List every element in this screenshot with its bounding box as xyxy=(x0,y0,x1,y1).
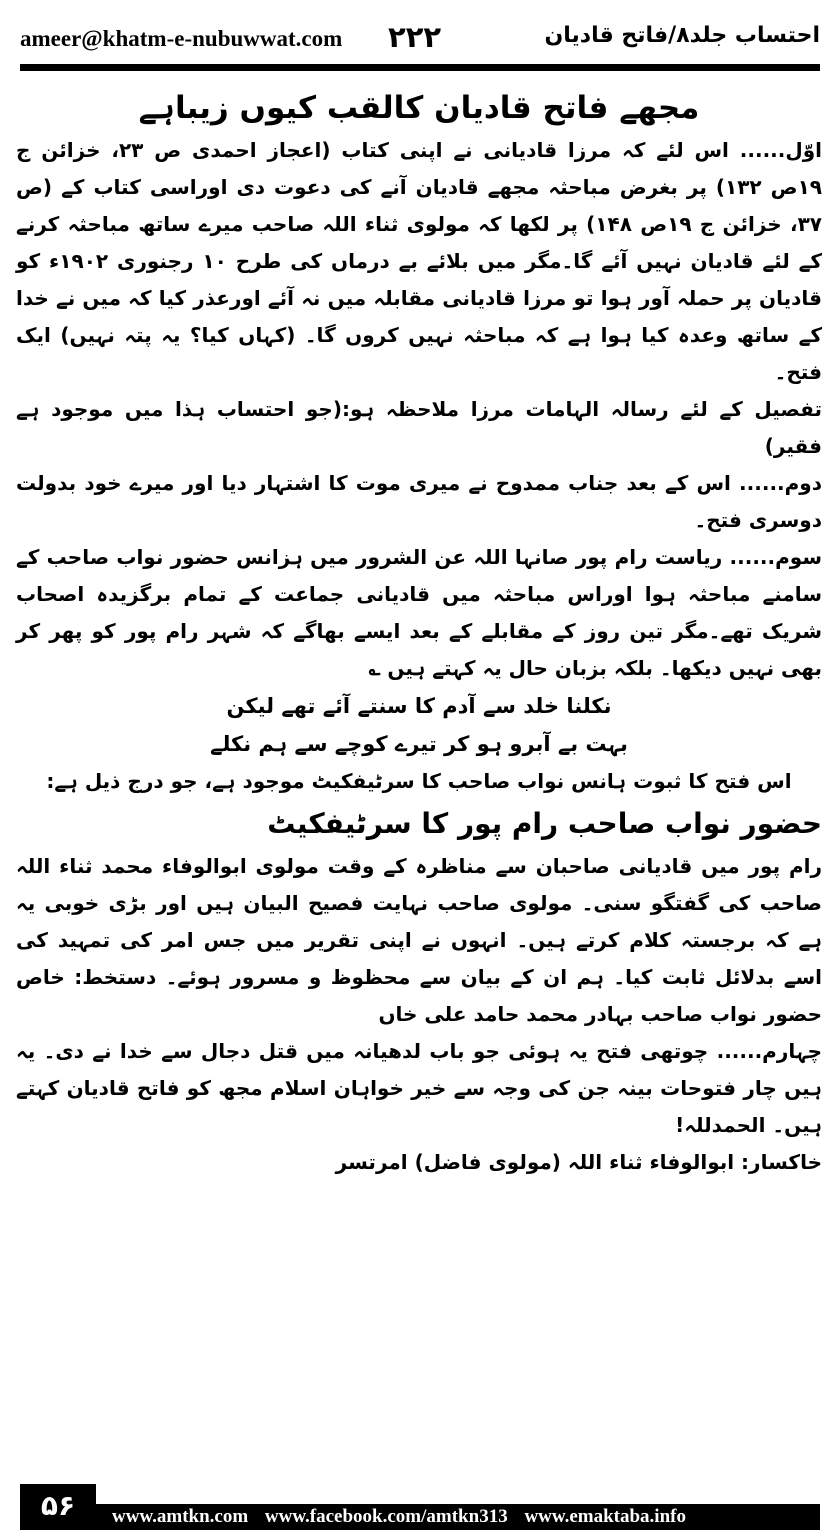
footer-link-amtkn[interactable]: www.amtkn.com xyxy=(112,1506,249,1527)
page-title: مجھے فاتح قادیان کالقب کیوں زیباہے xyxy=(138,90,700,126)
poem-line-2: بہت بے آبرو ہو کر تیرے کوچے سے ہم نکلے xyxy=(210,732,628,756)
certificate-text: رام پور میں قادیانی صاحبان سے مناظرہ کے وقت مولوی ابوالوفاء محمد ثناء اللہ صاحب کی گفتگو سنی۔ مولوی صاحب نہایت فصیح البیان ہیں اور بڑی خوبی یہ ہے کہ برجستہ کلام کرتے ہیں۔ انہوں نے اپنی تقریر میں جس امر کی تمہید کی اسے بدلائل ثابت کیا۔ ہم ان کے بیان سے محظوظ و مسرور ہوئے۔ دستخط: خاص حضور نواب صاحب بہادر محمد حامد علی خاں xyxy=(16,854,822,1026)
header-email: ameer@khatm-e-nubuwwat.com xyxy=(20,26,343,51)
footer-link-facebook[interactable]: www.facebook.com/amtkn313 xyxy=(264,1506,508,1527)
certificate-intro: اس فتح کا ثبوت ہانس نواب صاحب کا سرٹیفکیٹ موجود ہے، جو درج ذیل ہے: xyxy=(46,769,792,793)
page-content xyxy=(16,84,822,1454)
paragraph-fourth-victory: چہارم...... چوتھی فتح یہ ہوئی جو باب لدھیانہ میں قتل دجال سے خدا نے دی۔ یہ ہیں چار فتوحات بینہ جن کی وجہ سے خیر خواہان اسلام مجھ کو فاتح قادیان کہتے ہیں۔ الحمدللہ! xyxy=(16,1039,822,1137)
page-footer xyxy=(20,1484,820,1530)
header-series-title: احتساب جلد۸/فاتح قادیان xyxy=(544,23,820,48)
signature-line: خاکسار: ابوالوفاء ثناء اللہ (مولوی فاضل) امرتسر xyxy=(335,1150,822,1174)
header-page-number: ۲۲۲ xyxy=(388,20,442,54)
paragraph-first-victory: اوّل...... اس لئے کہ مرزا قادیانی نے اپنی کتاب (اعجاز احمدی ص ۲۳، خزائن ج ۱۹ص ۱۳۲) پر بغرض مباحثہ مجھے قادیان آنے کی دعوت دی اوراسی کتاب کے (ص ۳۷، خزائن ج ۱۹ص ۱۴۸) پر لکھا کہ مولوی ثناء اللہ صاحب میرے ساتھ مباحثہ کرنے کے لئے قادیان نہیں آئے گا۔مگر میں بلائے بے درماں کی طرح ۱۰ رجنوری ۱۹۰۲ء کو قادیان پر حملہ آور ہوا تو مرزا قادیانی مقابلہ میں نہ آئے اورعذر کیا کہ میں نے خدا کے ساتھ وعدہ کیا ہوا ہے کہ مباحثہ نہیں کروں گا۔ (کہاں کیا؟ یہ پتہ نہیں) ایک فتح۔ xyxy=(16,138,823,384)
paragraph-third-victory: سوم...... ریاست رام پور صانہا اللہ عن الشرور میں ہزانس حضور نواب صاحب کے سامنے مباحثہ ہوا اوراس مباحثہ میں قادیانی جماعت کے تمام برگزیدہ اصحاب شریک تھے۔مگر تین روز کے مقابلے کے بعد ایسے بھاگے کہ شہر رام پور کو پھر کر بھی نہیں دیکھا۔ بلکہ بزبان حال یہ کہتے ہیں ؎ xyxy=(16,545,822,680)
poem-line-1: نکلنا خلد سے آدم کا سنتے آئے تھے لیکن xyxy=(226,694,612,718)
header-rule xyxy=(20,64,820,71)
footer-links xyxy=(112,1505,698,1529)
paragraph-second-victory: دوم...... اس کے بعد جناب ممدوح نے میری موت کا اشتہار دیا اور میرے خود بدولت دوسری فتح۔ xyxy=(16,471,822,532)
certificate-heading: حضور نواب صاحب رام پور کا سرٹیفکیٹ xyxy=(267,807,822,840)
page-header xyxy=(20,0,820,62)
paragraph-note: تفصیل کے لئے رسالہ الہامات مرزا ملاحظہ ہو:(جو احتساب ہذا میں موجود ہے فقیر) xyxy=(16,397,822,458)
footer-link-emaktaba[interactable]: www.emaktaba.info xyxy=(524,1506,686,1527)
footer-page-badge: ۵۶ xyxy=(20,1484,96,1528)
